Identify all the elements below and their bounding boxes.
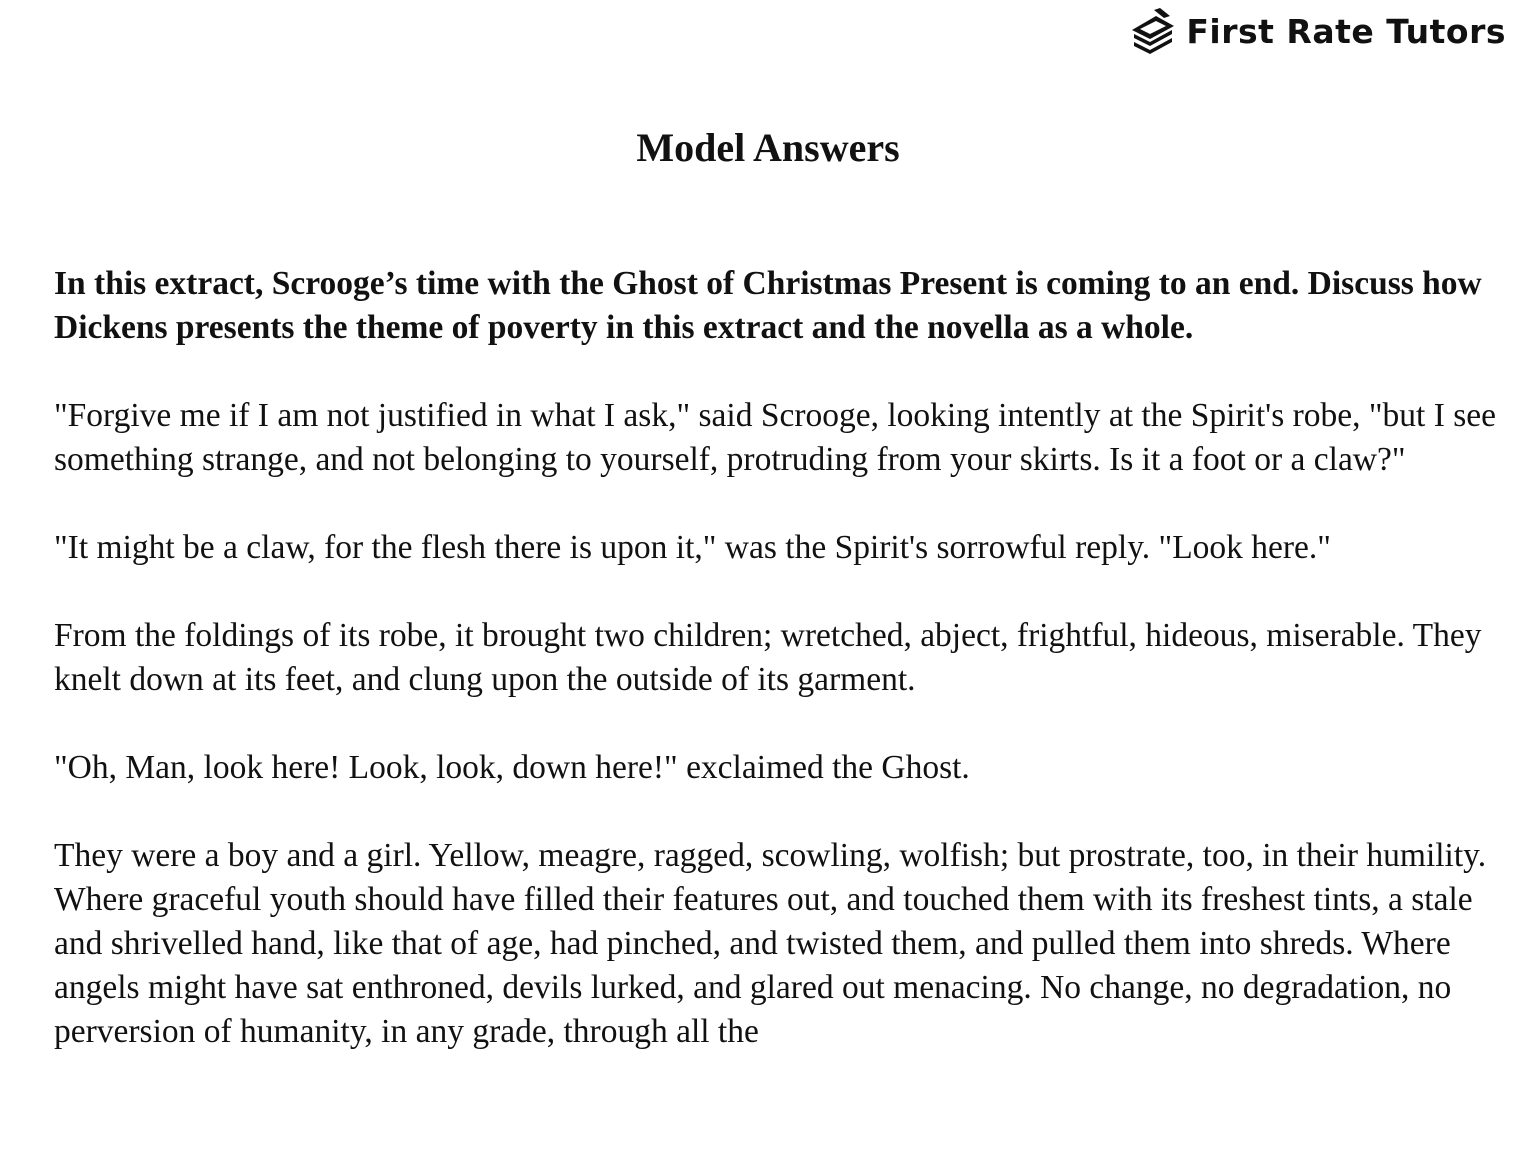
document-body: [54, 262, 1514, 1098]
extract-paragraph: "Oh, Man, look here! Look, look, down here!" exclaimed the Ghost.: [54, 749, 970, 786]
page-title: Model Answers: [636, 125, 900, 170]
brand-logo: [1128, 6, 1506, 56]
brand-name: First Rate Tutors: [1186, 11, 1506, 51]
extract-paragraph: "It might be a claw, for the flesh there is upon it," was the Spirit's sorrowful reply. "Look here.": [54, 529, 1331, 566]
stacked-books-icon: [1128, 6, 1176, 56]
extract-paragraph: From the foldings of its robe, it brought two children; wretched, abject, frightful, hideous, miserable. They knelt down at its feet, and clung upon the outside of its garment.: [54, 617, 1482, 698]
extract-paragraph: "Forgive me if I am not justified in what I ask," said Scrooge, looking intently at the Spirit's robe, "but I see something strange, and not belonging to yourself, protruding from your skirts. Is it a foot or a claw?": [54, 397, 1497, 478]
extract-paragraph: They were a boy and a girl. Yellow, meagre, ragged, scowling, wolfish; but prostrate, too, in their humility. Where graceful youth should have filled their features out, and touched them with its freshest tints, a stale and shrivelled hand, like that of age, had pinched, and twisted them, and pulled them into shreds. Where angels might have sat enthroned, devils lurked, and glared out menacing. No change, no degradation, no perversion of humanity, in any grade, through all the: [54, 837, 1487, 1050]
question-prompt: In this extract, Scrooge’s time with the Ghost of Christmas Present is coming to an end. Discuss how Dickens presents the theme of poverty in this extract and the novella as a whole.: [54, 265, 1482, 346]
